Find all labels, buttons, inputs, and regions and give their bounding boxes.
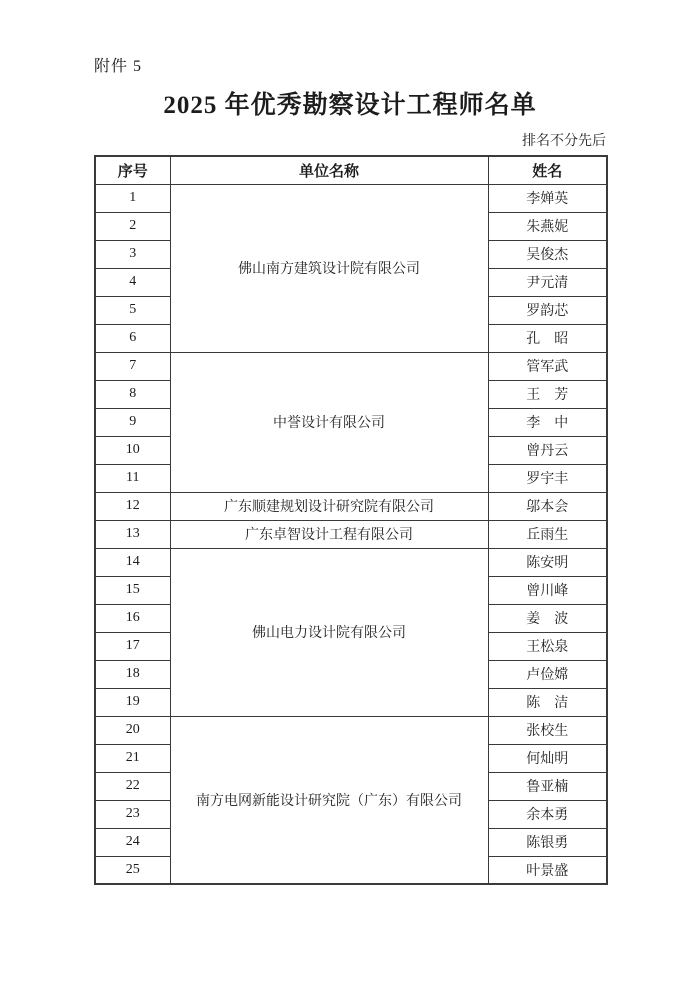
row-index: 19: [95, 688, 170, 716]
row-index: 17: [95, 632, 170, 660]
row-index: 18: [95, 660, 170, 688]
engineer-name: 姜 波: [488, 604, 607, 632]
engineer-name: 李 中: [488, 408, 607, 436]
engineer-name: 何灿明: [488, 744, 607, 772]
engineer-name: 吴俊杰: [488, 240, 607, 268]
row-index: 13: [95, 520, 170, 548]
engineer-name: 管军武: [488, 352, 607, 380]
company-name: 佛山电力设计院有限公司: [170, 548, 488, 716]
row-index: 2: [95, 212, 170, 240]
engineer-name: 余本勇: [488, 800, 607, 828]
row-index: 25: [95, 856, 170, 884]
row-index: 9: [95, 408, 170, 436]
row-index: 16: [95, 604, 170, 632]
row-index: 21: [95, 744, 170, 772]
company-name: 广东卓智设计工程有限公司: [170, 520, 488, 548]
row-index: 3: [95, 240, 170, 268]
table-row: [95, 352, 607, 380]
col-header-index: 序号: [95, 156, 170, 184]
engineer-name: 张校生: [488, 716, 607, 744]
engineer-name: 王 芳: [488, 380, 607, 408]
row-index: 4: [95, 268, 170, 296]
ranking-note: 排名不分先后: [522, 134, 606, 149]
row-index: 23: [95, 800, 170, 828]
page-title: 2025 年优秀勘察设计工程师名单: [163, 92, 537, 119]
engineer-name: 曾川峰: [488, 576, 607, 604]
engineer-name: 陈安明: [488, 548, 607, 576]
engineer-name: 叶景盛: [488, 856, 607, 884]
row-index: 14: [95, 548, 170, 576]
table-row: [95, 184, 607, 212]
table-header-row: [95, 156, 607, 184]
row-index: 8: [95, 380, 170, 408]
company-name: 佛山南方建筑设计院有限公司: [170, 184, 488, 352]
table-row: [95, 492, 607, 520]
attachment-label: 附件 5: [94, 58, 143, 75]
row-index: 15: [95, 576, 170, 604]
row-index: 11: [95, 464, 170, 492]
row-index: 24: [95, 828, 170, 856]
engineer-name: 孔 昭: [488, 324, 607, 352]
row-index: 12: [95, 492, 170, 520]
row-index: 10: [95, 436, 170, 464]
engineer-name: 卢俭嫦: [488, 660, 607, 688]
engineer-name: 朱燕妮: [488, 212, 607, 240]
engineer-name: 尹元清: [488, 268, 607, 296]
engineer-name: 王松泉: [488, 632, 607, 660]
engineer-name: 陈 洁: [488, 688, 607, 716]
engineer-name: 邬本会: [488, 492, 607, 520]
engineers-table: [94, 155, 608, 885]
engineer-name: 李婵英: [488, 184, 607, 212]
table-row: [95, 548, 607, 576]
table-row: [95, 716, 607, 744]
row-index: 6: [95, 324, 170, 352]
company-name: 南方电网新能设计研究院（广东）有限公司: [170, 716, 488, 884]
engineer-name: 鲁亚楠: [488, 772, 607, 800]
engineer-name: 曾丹云: [488, 436, 607, 464]
engineer-name: 罗韵芯: [488, 296, 607, 324]
row-index: 20: [95, 716, 170, 744]
engineer-name: 丘雨生: [488, 520, 607, 548]
engineer-name: 罗宇丰: [488, 464, 607, 492]
table-row: [95, 520, 607, 548]
engineer-name: 陈银勇: [488, 828, 607, 856]
col-header-company: 单位名称: [170, 156, 488, 184]
row-index: 22: [95, 772, 170, 800]
company-name: 广东顺建规划设计研究院有限公司: [170, 492, 488, 520]
row-index: 1: [95, 184, 170, 212]
row-index: 7: [95, 352, 170, 380]
row-index: 5: [95, 296, 170, 324]
col-header-name: 姓名: [488, 156, 607, 184]
company-name: 中誉设计有限公司: [170, 352, 488, 492]
